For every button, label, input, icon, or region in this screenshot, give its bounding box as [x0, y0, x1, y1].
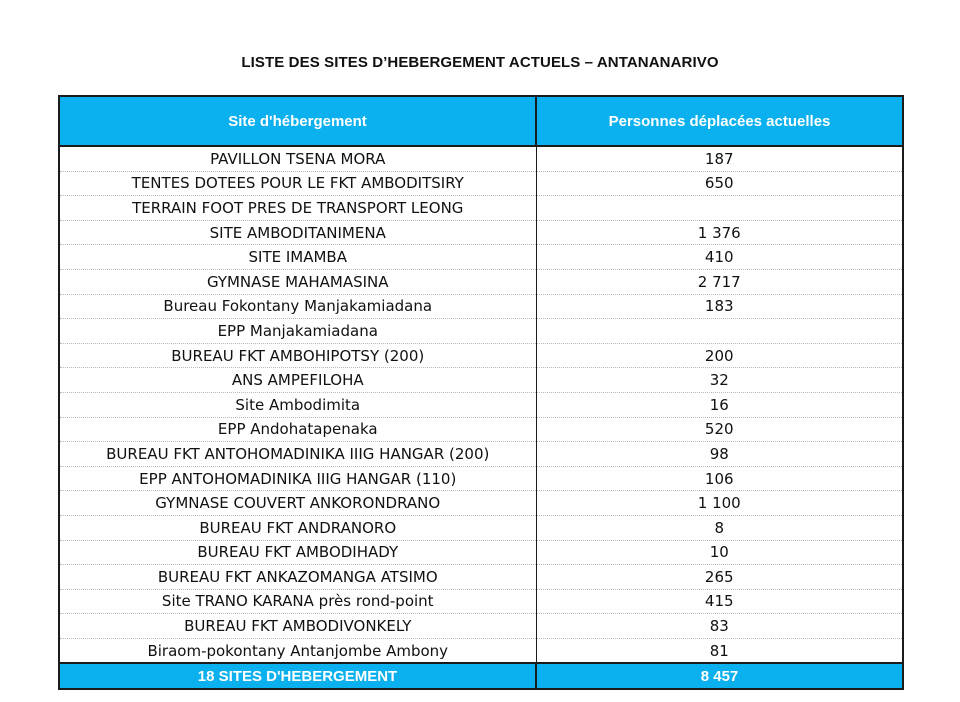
- table-row: [60, 614, 902, 639]
- site-name-cell: TENTES DOTEES POUR LE FKT AMBODITSIRY: [60, 171, 536, 196]
- table-row: [60, 245, 902, 270]
- table-row: [60, 491, 902, 516]
- table-body: [60, 146, 902, 663]
- site-name-cell: Site Ambodimita: [60, 392, 536, 417]
- site-name-cell: BUREAU FKT AMBODIVONKELY: [60, 614, 536, 639]
- displaced-count-cell: 8: [536, 515, 902, 540]
- table-row: [60, 565, 902, 590]
- displaced-count-cell: 265: [536, 565, 902, 590]
- displaced-count-cell: 187: [536, 146, 902, 171]
- table-row: [60, 515, 902, 540]
- displaced-count-cell: 10: [536, 540, 902, 565]
- table-row: [60, 466, 902, 491]
- site-name-cell: SITE IMAMBA: [60, 245, 536, 270]
- table-row: [60, 171, 902, 196]
- site-name-cell: BUREAU FKT AMBODIHADY: [60, 540, 536, 565]
- table-row: [60, 442, 902, 467]
- displaced-count-cell: 1 100: [536, 491, 902, 516]
- table-row: [60, 294, 902, 319]
- column-header-site: Site d'hébergement: [60, 97, 536, 146]
- table-row: [60, 589, 902, 614]
- table-row: [60, 638, 902, 663]
- displaced-count-cell: 410: [536, 245, 902, 270]
- site-name-cell: BUREAU FKT ANTOHOMADINIKA IIIG HANGAR (200): [60, 442, 536, 467]
- displaced-count-cell: 32: [536, 368, 902, 393]
- site-name-cell: EPP Andohatapenaka: [60, 417, 536, 442]
- site-name-cell: GYMNASE COUVERT ANKORONDRANO: [60, 491, 536, 516]
- sites-table-container: [58, 95, 904, 690]
- site-name-cell: ANS AMPEFILOHA: [60, 368, 536, 393]
- column-header-count: Personnes déplacées actuelles: [536, 97, 902, 146]
- site-name-cell: BUREAU FKT AMBOHIPOTSY (200): [60, 343, 536, 368]
- table-row: [60, 269, 902, 294]
- displaced-count-cell: 83: [536, 614, 902, 639]
- table-row: [60, 146, 902, 171]
- site-name-cell: Bureau Fokontany Manjakamiadana: [60, 294, 536, 319]
- displaced-count-cell: 1 376: [536, 220, 902, 245]
- table-row: [60, 220, 902, 245]
- site-name-cell: Site TRANO KARANA près rond-point: [60, 589, 536, 614]
- displaced-count-cell: 16: [536, 392, 902, 417]
- table-row: [60, 319, 902, 344]
- site-name-cell: BUREAU FKT ANKAZOMANGA ATSIMO: [60, 565, 536, 590]
- displaced-count-cell: 415: [536, 589, 902, 614]
- site-name-cell: BUREAU FKT ANDRANORO: [60, 515, 536, 540]
- displaced-count-cell: 520: [536, 417, 902, 442]
- site-name-cell: EPP Manjakamiadana: [60, 319, 536, 344]
- table-total-row: [60, 663, 902, 688]
- displaced-count-cell: 200: [536, 343, 902, 368]
- table-row: [60, 368, 902, 393]
- site-name-cell: PAVILLON TSENA MORA: [60, 146, 536, 171]
- displaced-count-cell: [536, 319, 902, 344]
- document-title: LISTE DES SITES D’HEBERGEMENT ACTUELS – ANTANANARIVO: [241, 54, 719, 71]
- displaced-count-cell: 81: [536, 638, 902, 663]
- site-name-cell: GYMNASE MAHAMASINA: [60, 269, 536, 294]
- total-count: 8 457: [536, 663, 902, 688]
- site-name-cell: Biraom-pokontany Antanjombe Ambony: [60, 638, 536, 663]
- site-name-cell: EPP ANTOHOMADINIKA IIIG HANGAR (110): [60, 466, 536, 491]
- displaced-count-cell: [536, 196, 902, 221]
- total-sites-label: 18 SITES D'HEBERGEMENT: [60, 663, 536, 688]
- table-row: [60, 343, 902, 368]
- table-header-row: [60, 97, 902, 146]
- displaced-count-cell: 2 717: [536, 269, 902, 294]
- sites-table: [60, 97, 902, 688]
- displaced-count-cell: 98: [536, 442, 902, 467]
- displaced-count-cell: 183: [536, 294, 902, 319]
- site-name-cell: SITE AMBODITANIMENA: [60, 220, 536, 245]
- displaced-count-cell: 106: [536, 466, 902, 491]
- site-name-cell: TERRAIN FOOT PRES DE TRANSPORT LEONG: [60, 196, 536, 221]
- table-row: [60, 540, 902, 565]
- displaced-count-cell: 650: [536, 171, 902, 196]
- table-row: [60, 417, 902, 442]
- table-row: [60, 196, 902, 221]
- table-row: [60, 392, 902, 417]
